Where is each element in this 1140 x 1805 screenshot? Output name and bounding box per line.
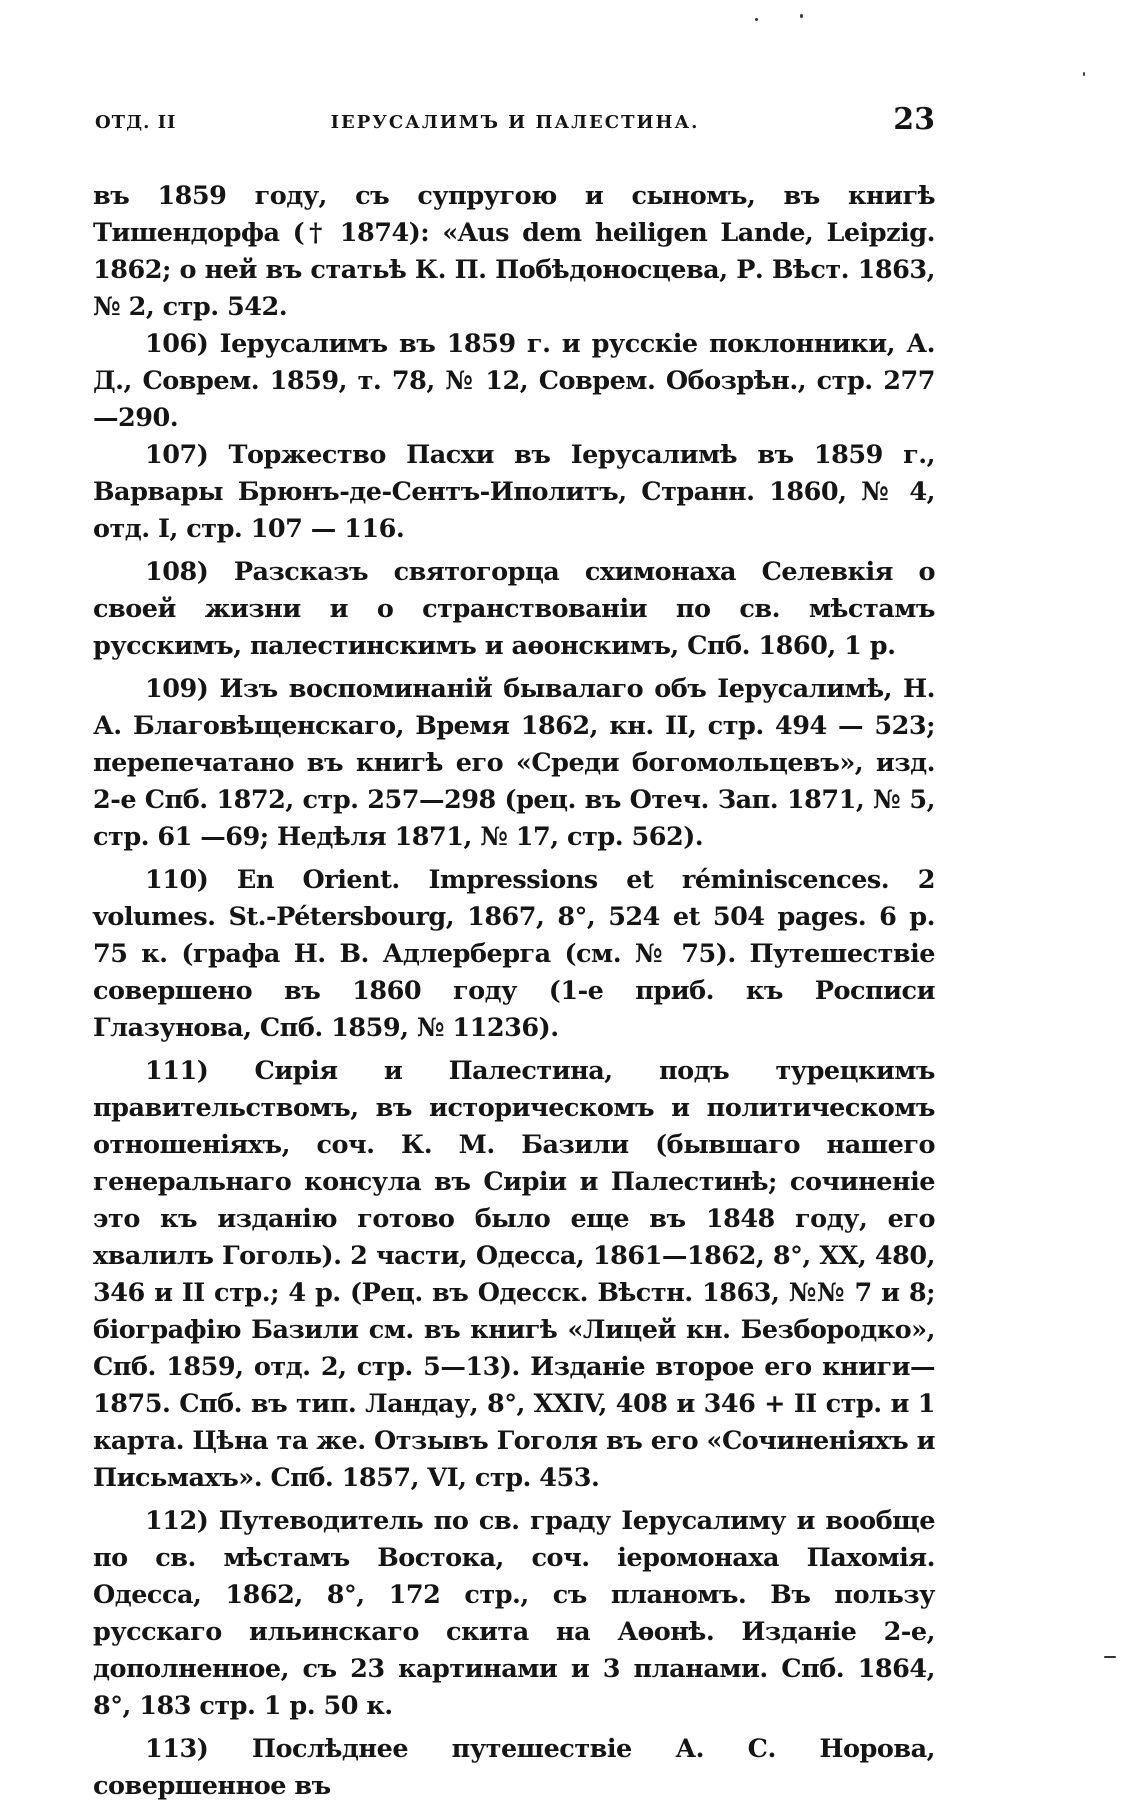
page-number: 23 xyxy=(893,102,935,137)
entry-108: 108) Разсказъ святогорца схимонаха Селевкія о своей жизни и о странствованіи по св. мѣстамъ русскимъ, палестинскимъ и аѳонскимъ, Спб. 1860, 1 р. xyxy=(93,557,935,661)
section-label: ОТД. II xyxy=(95,112,177,133)
running-title: ІЕРУСАЛИМЪ И ПАЛЕСТИНА. xyxy=(330,112,700,133)
paragraph-continuation: въ 1859 году, съ супругою и сыномъ, въ книгѣ Тишендорфа († 1874): «Aus dem heiligen Lande, Leipzig. 1862; о ней въ статьѣ К. П. Побѣдоносцева, Р. Вѣст. 1863, № 2, стр. 542. xyxy=(93,181,935,322)
scan-speck xyxy=(755,18,758,21)
scan-speck xyxy=(800,14,803,18)
scan-speck xyxy=(1104,1656,1116,1658)
page-header xyxy=(95,102,935,146)
entry-109: 109) Изъ воспоминаній бывалаго объ Іерусалимѣ, Н. А. Благовѣщенскаго, Время 1862, кн. II, стр. 494 — 523; перепечатано въ книгѣ его «Среди богомольцевъ», изд. 2-е Спб. 1872, стр. 257—298 (рец. въ Отеч. Зап. 1871, № 5, стр. 61 —69; Недѣля 1871, № 17, стр. 562). xyxy=(93,674,935,852)
entry-110: 110) En Orient. Impressions et réminiscences. 2 volumes. St.-Pétersbourg, 1867, 8°, 524 et 504 pages. 6 р. 75 к. (графа Н. В. Адлерберга (см. № 75). Путешествіе совершено въ 1860 году (1-е приб. къ Росписи Глазунова, Спб. 1859, № 11236). xyxy=(93,865,935,1043)
page-body xyxy=(93,178,935,1805)
entry-113: 113) Послѣднее путешествіе А. С. Норова, совершенное въ xyxy=(93,1734,935,1801)
entry-107: 107) Торжество Пасхи въ Іерусалимѣ въ 1859 г., Варвары Брюнъ-де-Сентъ-Иполитъ, Странн. 1860, № 4, отд. I, стр. 107 — 116. xyxy=(93,440,935,544)
entry-112: 112) Путеводитель по св. граду Іерусалиму и вообще по св. мѣстамъ Востока, соч. іеромонаха Пахомія. Одесса, 1862, 8°, 172 стр., съ планомъ. Въ пользу русскаго ильинскаго скита на Аѳонѣ. Изданіе 2-е, дополненное, съ 23 картинами и 3 планами. Спб. 1864, 8°, 183 стр. 1 р. 50 к. xyxy=(93,1506,935,1721)
entry-106: 106) Іерусалимъ въ 1859 г. и русскіе поклонники, А. Д., Соврем. 1859, т. 78, № 12, Соврем. Обозрѣн., стр. 277—290. xyxy=(93,329,935,433)
scan-speck xyxy=(1083,72,1085,76)
entry-111: 111) Сирія и Палестина, подъ турецкимъ правительствомъ, въ историческомъ и политическомъ отношеніяхъ, соч. К. М. Базили (бывшаго нашего генеральнаго консула въ Сиріи и Палестинѣ; сочиненіе это къ изданію готово было еще въ 1848 году, его хвалилъ Гоголь). 2 части, Одесса, 1861—1862, 8°, XX, 480, 346 и II стр.; 4 р. (Рец. въ Одесск. Вѣстн. 1863, №№ 7 и 8; біографію Базили см. въ книгѣ «Лицей кн. Безбородко», Спб. 1859, отд. 2, стр. 5—13). Изданіе второе его книги—1875. Спб. въ тип. Ландау, 8°, XXIV, 408 и 346 + II стр. и 1 карта. Цѣна та же. Отзывъ Гоголя въ его «Сочиненіяхъ и Письмахъ». Спб. 1857, VI, стр. 453. xyxy=(93,1056,935,1493)
